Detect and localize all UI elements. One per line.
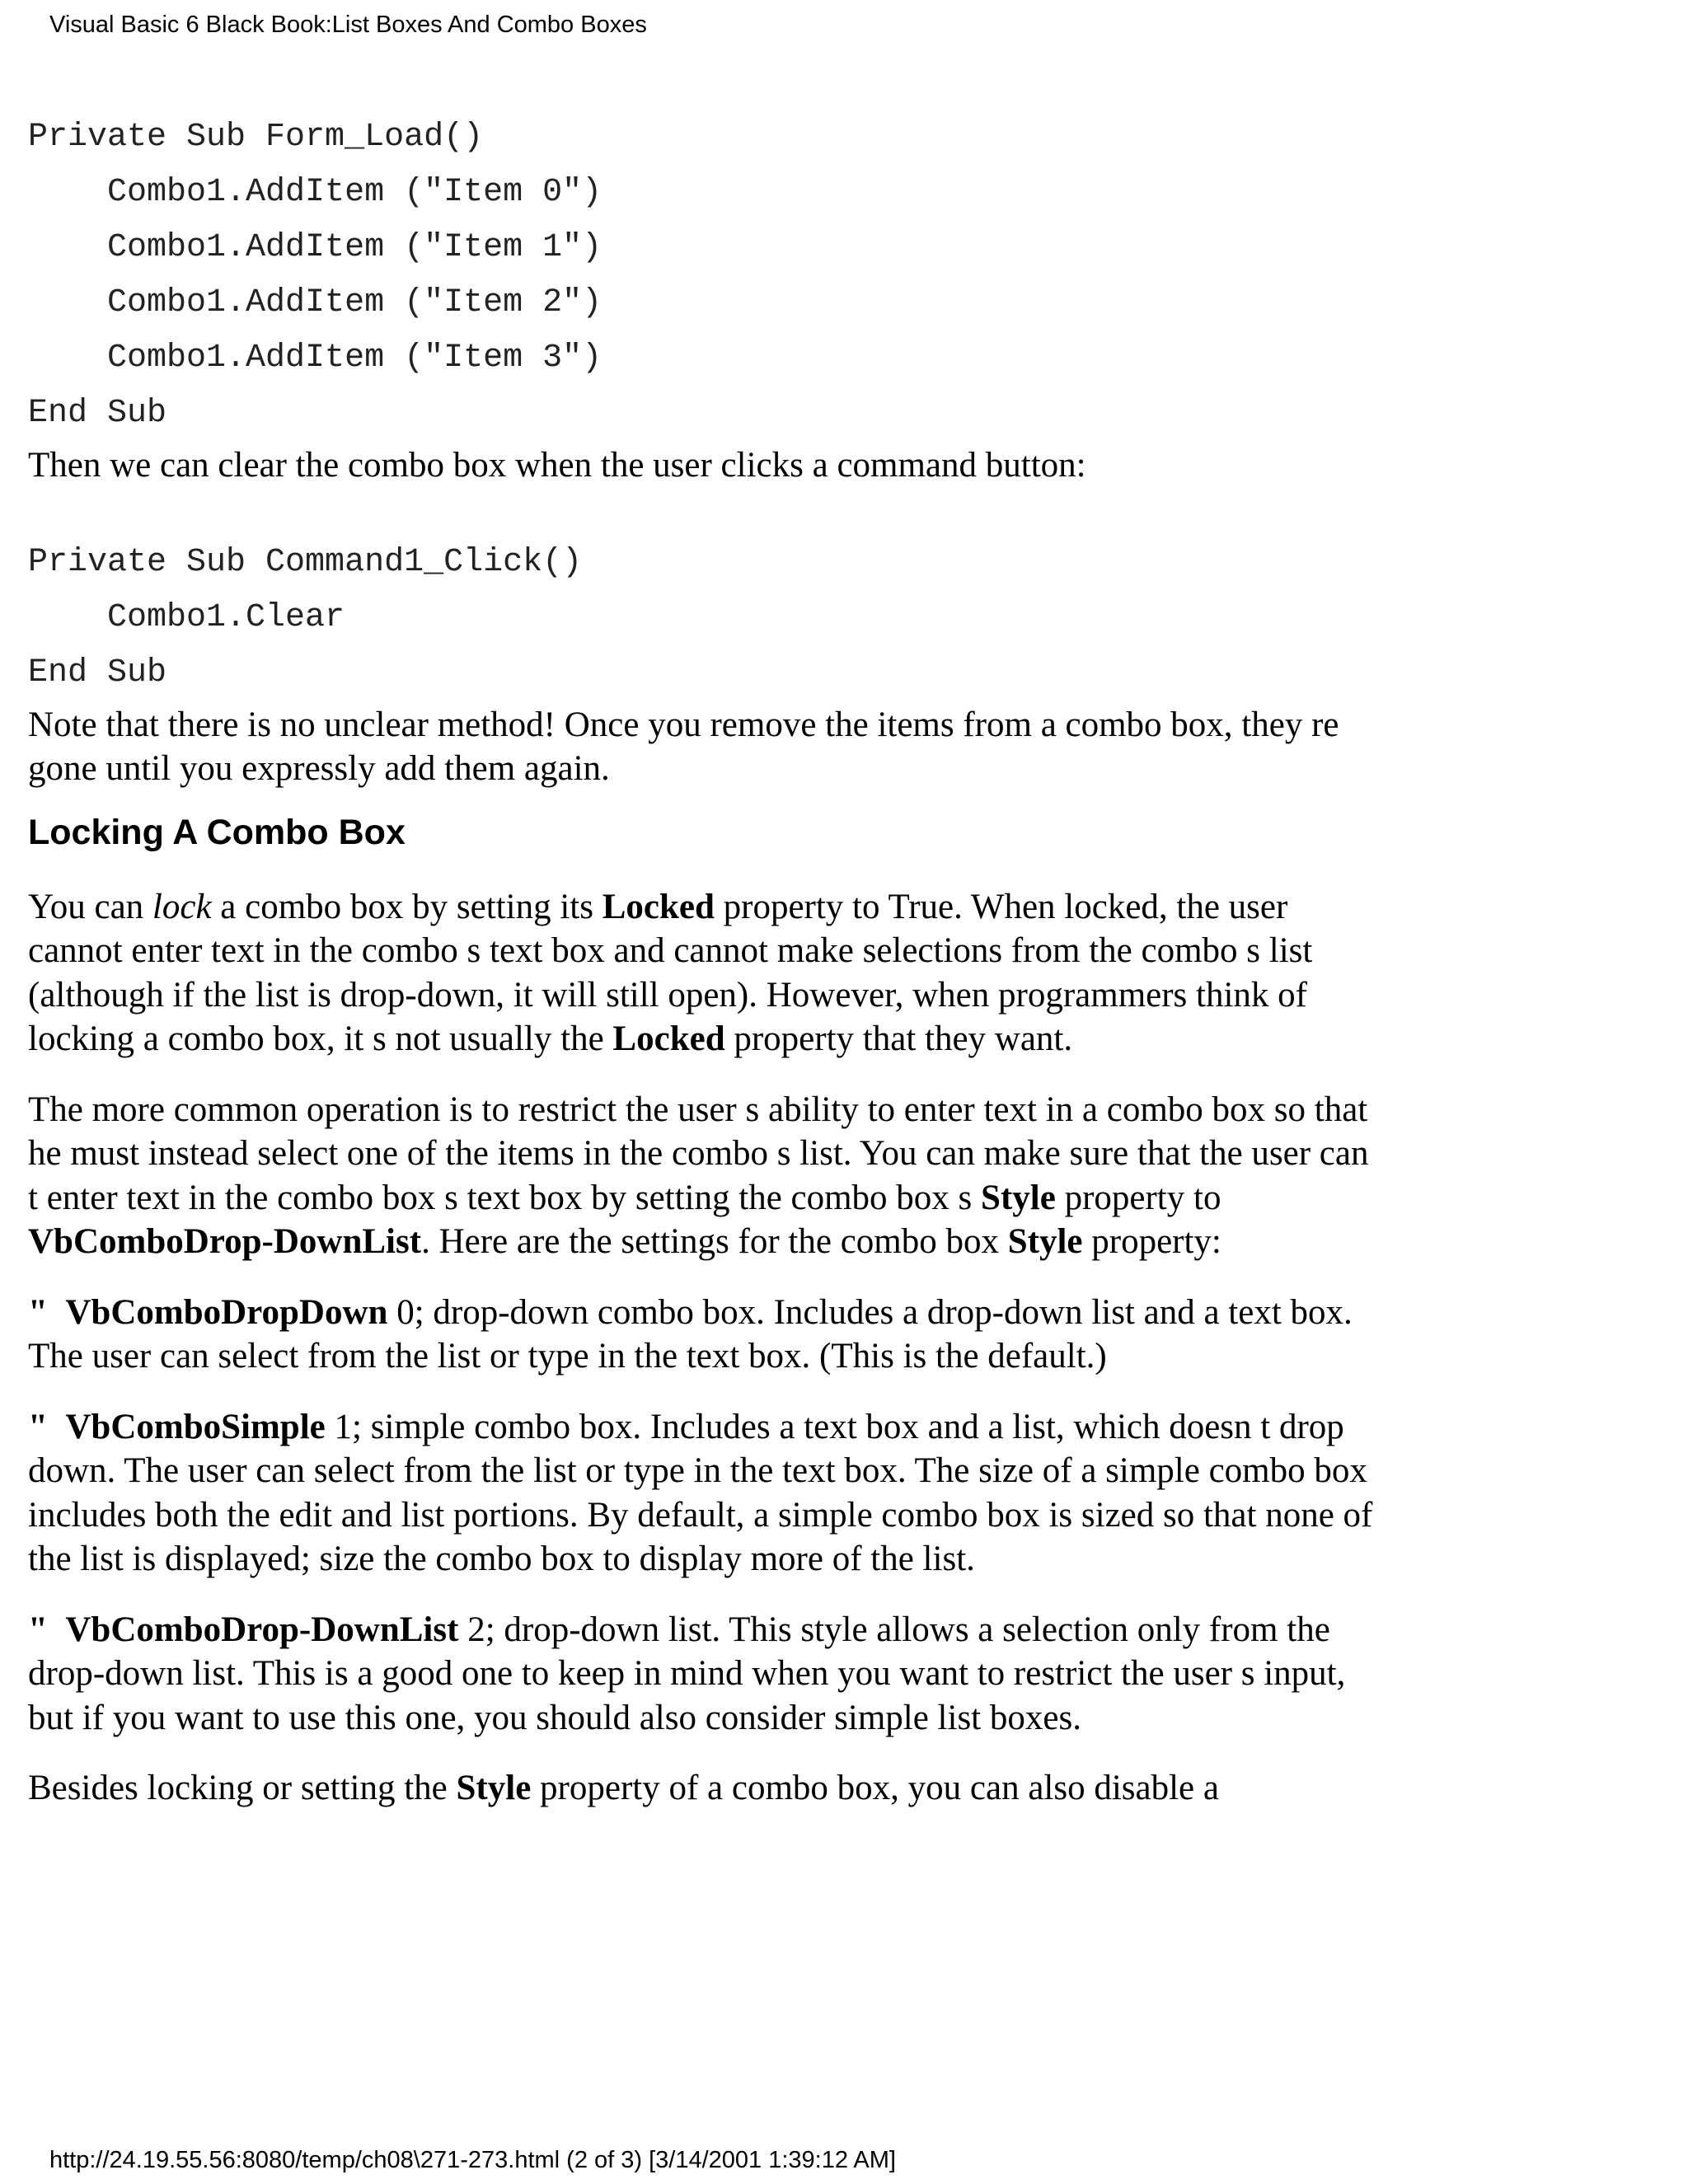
text-run: property to True. When locked, the user cannot enter text in the combo s text box and cannot make selections from the combo s list (although if the list is drop-down, it will still open). However, when programmers think of locking a combo box, it s not usually the bbox=[28, 887, 1313, 1058]
code-line: Combo1.AddItem ("Item 1") bbox=[28, 229, 603, 266]
list-item-dropdown bbox=[28, 1291, 1380, 1379]
bold-term-style-name: VbComboDropDown bbox=[65, 1292, 388, 1332]
code-line: End Sub bbox=[28, 654, 167, 691]
code-block-command-click bbox=[28, 535, 1380, 701]
bold-term-locked: Locked bbox=[602, 887, 715, 926]
paragraph-unclear-note: Note that there is no unclear method! Once you remove the items from a combo box, they re gone until you expressly add them again. bbox=[28, 705, 1339, 788]
bold-term-locked: Locked bbox=[612, 1019, 725, 1058]
text-run: 0; drop-down combo box. Includes a drop-down list and a text box. The user can select from the list or type in the text box. (This is the default.) bbox=[28, 1292, 1353, 1376]
paragraph-clear-intro: Then we can clear the combo box when the user clicks a command button: bbox=[28, 446, 1086, 485]
paragraph-disable-intro bbox=[28, 1766, 1380, 1811]
text-run: property that they want. bbox=[724, 1019, 1073, 1058]
text-run: 2; drop-down list. This style allows a selection only from the drop-down list. This is a good one to keep in mind when you want to restrict the user s input, but if you want to use this one, you should also consider simple list boxes. bbox=[28, 1610, 1346, 1737]
code-line: End Sub bbox=[28, 395, 167, 432]
code-block-form-load bbox=[28, 110, 1380, 441]
bullet-mark: " bbox=[28, 1292, 48, 1332]
code-line: Private Sub Command1_Click() bbox=[28, 543, 583, 581]
code-line: Combo1.AddItem ("Item 3") bbox=[28, 340, 603, 377]
code-line: Combo1.AddItem ("Item 0") bbox=[28, 174, 603, 211]
bold-term-value: VbComboDrop-DownList bbox=[28, 1222, 422, 1261]
text-run: You can bbox=[28, 887, 152, 926]
paragraph-style-property bbox=[28, 1088, 1380, 1264]
text-run: 1; simple combo box. Includes a text box and a list, which doesn t drop down. The user can select from the list or type in the text box. The size of a simple combo box includes both the edit and list portions. By default, a simple combo box is sized so that none of the list is displayed; size the combo box to display more of the list. bbox=[28, 1407, 1373, 1578]
code-line: Private Sub Form_Load() bbox=[28, 119, 484, 156]
text-run: Besides locking or setting the bbox=[28, 1769, 457, 1807]
code-line: Combo1.Clear bbox=[28, 598, 345, 636]
text-run: property to bbox=[1055, 1178, 1221, 1217]
text-run: The more common operation is to restrict the user s ability to enter text in a combo box so that he must instead select one of the items in the combo s list. You can make sure that the user can t enter text in the combo box s text box by setting the combo box s bbox=[28, 1090, 1369, 1217]
bold-term-style-name: VbComboSimple bbox=[65, 1407, 326, 1446]
paragraph-lock-property bbox=[28, 885, 1380, 1062]
text-run: property of a combo box, you can also disable a bbox=[531, 1769, 1219, 1807]
text-run: a combo box by setting its bbox=[211, 887, 603, 926]
bold-term-style: Style bbox=[456, 1769, 532, 1807]
bullet-mark: " bbox=[28, 1407, 48, 1446]
text-run: . Here are the settings for the combo box bbox=[421, 1222, 1008, 1261]
bullet-mark: " bbox=[28, 1610, 48, 1649]
document-body bbox=[28, 110, 1380, 1811]
page-footer-url: http://24.19.55.56:8080/temp/ch08\271-273.html (2 of 3) [3/14/2001 1:39:12 AM] bbox=[49, 2147, 896, 2173]
code-line: Combo1.AddItem ("Item 2") bbox=[28, 284, 603, 321]
bold-term-style: Style bbox=[981, 1178, 1056, 1217]
page-header-title: Visual Basic 6 Black Book:List Boxes And Combo Boxes bbox=[49, 12, 647, 38]
list-item-dropdownlist bbox=[28, 1608, 1380, 1741]
italic-term-lock: lock bbox=[152, 887, 212, 926]
text-run: property: bbox=[1082, 1222, 1221, 1261]
bold-term-style: Style bbox=[1007, 1222, 1083, 1261]
list-item-simple bbox=[28, 1405, 1380, 1582]
section-heading-locking: Locking A Combo Box bbox=[28, 812, 406, 852]
bold-term-style-name: VbComboDrop-DownList bbox=[65, 1610, 459, 1649]
